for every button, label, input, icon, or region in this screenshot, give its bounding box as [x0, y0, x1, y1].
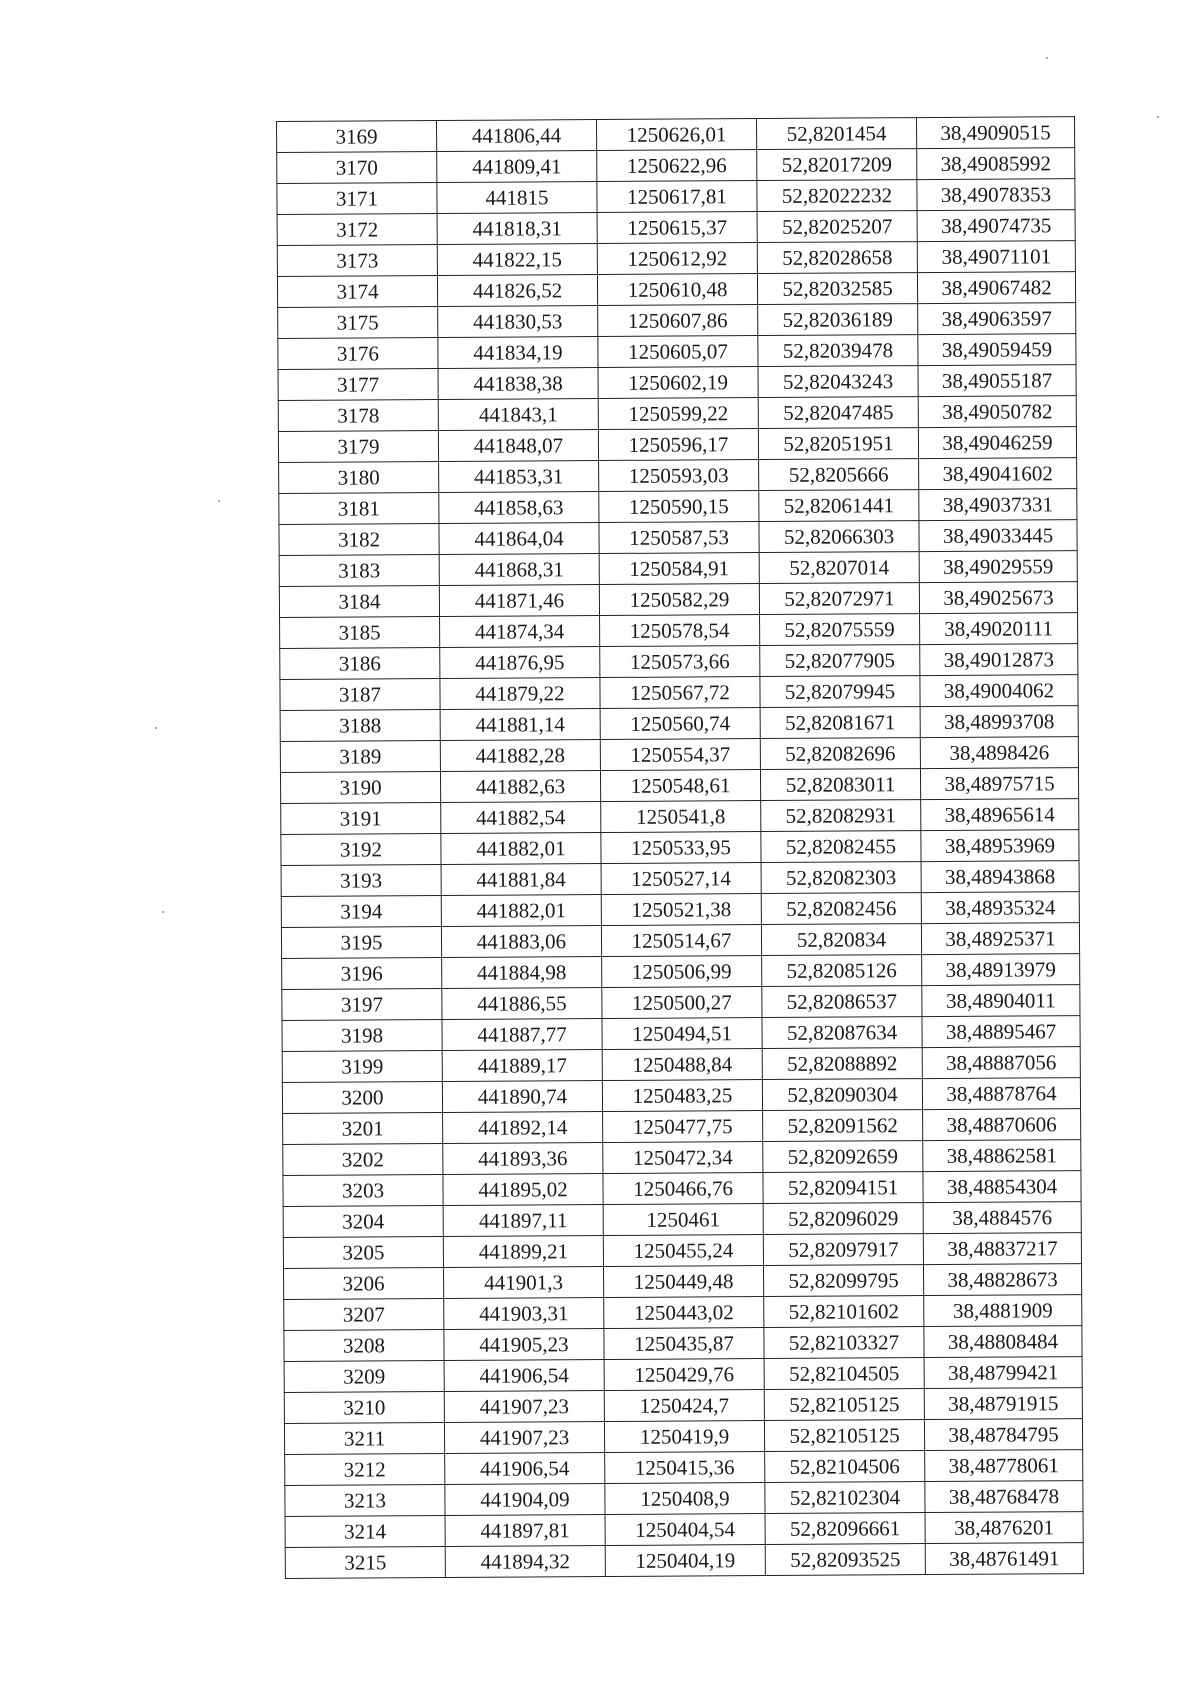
longitude-cell: 38,48808484: [924, 1326, 1082, 1358]
x-coordinate-cell: 441883,06: [441, 926, 601, 958]
latitude-cell: 52,82104506: [765, 1451, 925, 1483]
x-coordinate-cell: 441882,54: [441, 802, 601, 834]
table-row: [279, 551, 1077, 587]
x-coordinate-cell: 441904,09: [445, 1484, 605, 1516]
y-coordinate-cell: 1250408,9: [605, 1483, 765, 1515]
table-row: [277, 210, 1075, 246]
table-row: [283, 1140, 1081, 1176]
longitude-cell: 38,49012873: [920, 644, 1078, 676]
latitude-cell: 52,82082456: [761, 893, 921, 925]
table-row: [279, 489, 1077, 525]
point-number-cell: 3171: [277, 183, 437, 215]
x-coordinate-cell: 441874,34: [440, 616, 600, 648]
longitude-cell: 38,49050782: [918, 396, 1076, 428]
longitude-cell: 38,49033445: [919, 520, 1077, 552]
point-number-cell: 3204: [283, 1205, 443, 1237]
x-coordinate-cell: 441853,31: [439, 461, 599, 493]
x-coordinate-cell: 441822,15: [437, 244, 597, 276]
point-number-cell: 3197: [282, 989, 442, 1021]
y-coordinate-cell: 1250533,95: [601, 832, 761, 864]
coordinates-table: [276, 116, 1084, 1579]
longitude-cell: 38,48768478: [925, 1481, 1083, 1513]
longitude-cell: 38,48828673: [923, 1264, 1081, 1296]
y-coordinate-cell: 1250599,22: [598, 398, 758, 430]
table-row: [282, 1016, 1080, 1052]
x-coordinate-cell: 441903,31: [444, 1298, 604, 1330]
x-coordinate-cell: 441815: [437, 182, 597, 214]
table-row: [282, 1078, 1080, 1114]
table-row: [282, 954, 1080, 990]
table-row: [280, 613, 1078, 649]
longitude-cell: 38,48975715: [920, 768, 1078, 800]
x-coordinate-cell: 441897,81: [445, 1515, 605, 1547]
longitude-cell: 38,48895467: [922, 1016, 1080, 1048]
table-row: [278, 303, 1076, 339]
latitude-cell: 52,82086537: [762, 986, 922, 1018]
y-coordinate-cell: 1250605,07: [598, 336, 758, 368]
longitude-cell: 38,48913979: [922, 954, 1080, 986]
point-number-cell: 3174: [277, 276, 437, 308]
longitude-cell: 38,48799421: [924, 1357, 1082, 1389]
longitude-cell: 38,48887056: [922, 1047, 1080, 1079]
longitude-cell: 38,49046259: [918, 427, 1076, 459]
longitude-cell: 38,49029559: [919, 551, 1077, 583]
longitude-cell: 38,49037331: [919, 489, 1077, 521]
y-coordinate-cell: 1250587,53: [599, 522, 759, 554]
y-coordinate-cell: 1250541,8: [601, 801, 761, 833]
y-coordinate-cell: 1250483,25: [602, 1080, 762, 1112]
y-coordinate-cell: 1250602,19: [598, 367, 758, 399]
y-coordinate-cell: 1250424,7: [604, 1390, 764, 1422]
longitude-cell: 38,48791915: [924, 1388, 1082, 1420]
latitude-cell: 52,8205666: [759, 459, 919, 491]
point-number-cell: 3205: [283, 1236, 443, 1268]
point-number-cell: 3196: [282, 958, 442, 990]
point-number-cell: 3180: [279, 462, 439, 494]
point-number-cell: 3177: [278, 369, 438, 401]
point-number-cell: 3203: [283, 1174, 443, 1206]
latitude-cell: 52,82061441: [759, 490, 919, 522]
y-coordinate-cell: 1250626,01: [596, 119, 756, 151]
point-number-cell: 3188: [280, 710, 440, 742]
scan-speck: [218, 500, 220, 502]
longitude-cell: 38,49074735: [917, 210, 1075, 242]
y-coordinate-cell: 1250617,81: [597, 181, 757, 213]
longitude-cell: 38,48778061: [925, 1450, 1083, 1482]
point-number-cell: 3172: [277, 214, 437, 246]
longitude-cell: 38,49059459: [918, 334, 1076, 366]
latitude-cell: 52,82088892: [762, 1048, 922, 1080]
table-row: [284, 1264, 1082, 1300]
x-coordinate-cell: 441871,46: [439, 585, 599, 617]
y-coordinate-cell: 1250612,92: [597, 243, 757, 275]
latitude-cell: 52,82028658: [757, 242, 917, 274]
point-number-cell: 3198: [282, 1020, 442, 1052]
x-coordinate-cell: 441892,14: [443, 1112, 603, 1144]
longitude-cell: 38,48925371: [921, 923, 1079, 955]
y-coordinate-cell: 1250615,37: [597, 212, 757, 244]
point-number-cell: 3184: [279, 586, 439, 618]
latitude-cell: 52,82082303: [761, 862, 921, 894]
x-coordinate-cell: 441881,14: [440, 709, 600, 741]
table-row: [283, 1202, 1081, 1238]
longitude-cell: 38,48878764: [922, 1078, 1080, 1110]
longitude-cell: 38,49041602: [919, 458, 1077, 490]
table-row: [278, 396, 1076, 432]
latitude-cell: 52,82051951: [758, 428, 918, 460]
longitude-cell: 38,48965614: [921, 799, 1079, 831]
table-row: [278, 365, 1076, 401]
table-row: [285, 1512, 1083, 1548]
x-coordinate-cell: 441879,22: [440, 678, 600, 710]
point-number-cell: 3210: [284, 1391, 444, 1423]
y-coordinate-cell: 1250610,48: [597, 274, 757, 306]
latitude-cell: 52,820834: [761, 924, 921, 956]
x-coordinate-cell: 441889,17: [442, 1050, 602, 1082]
y-coordinate-cell: 1250404,19: [605, 1545, 765, 1577]
point-number-cell: 3202: [283, 1144, 443, 1176]
latitude-cell: 52,82077905: [760, 645, 920, 677]
latitude-cell: 52,82032585: [757, 273, 917, 305]
point-number-cell: 3178: [278, 400, 438, 432]
latitude-cell: 52,8207014: [759, 552, 919, 584]
longitude-cell: 38,49020111: [920, 613, 1078, 645]
longitude-cell: 38,4898426: [920, 737, 1078, 769]
point-number-cell: 3169: [277, 121, 437, 153]
point-number-cell: 3183: [279, 555, 439, 587]
point-number-cell: 3207: [284, 1298, 444, 1330]
x-coordinate-cell: 441838,38: [438, 368, 598, 400]
y-coordinate-cell: 1250494,51: [602, 1018, 762, 1050]
y-coordinate-cell: 1250415,36: [605, 1452, 765, 1484]
latitude-cell: 52,82102304: [765, 1482, 925, 1514]
longitude-cell: 38,4881909: [924, 1295, 1082, 1327]
latitude-cell: 52,82085126: [762, 955, 922, 987]
x-coordinate-cell: 441806,44: [437, 120, 597, 152]
x-coordinate-cell: 441886,55: [442, 988, 602, 1020]
latitude-cell: 52,82104505: [764, 1358, 924, 1390]
x-coordinate-cell: 441843,1: [438, 399, 598, 431]
latitude-cell: 52,82105125: [764, 1389, 924, 1421]
y-coordinate-cell: 1250435,87: [604, 1328, 764, 1360]
point-number-cell: 3212: [285, 1453, 445, 1485]
point-number-cell: 3201: [283, 1113, 443, 1145]
table-row: [277, 272, 1075, 308]
table-row: [281, 923, 1079, 959]
y-coordinate-cell: 1250477,75: [603, 1111, 763, 1143]
table-row: [284, 1357, 1082, 1393]
latitude-cell: 52,82103327: [764, 1327, 924, 1359]
longitude-cell: 38,49071101: [917, 241, 1075, 273]
table-row: [277, 179, 1075, 215]
table-row: [279, 520, 1077, 556]
x-coordinate-cell: 441907,23: [444, 1391, 604, 1423]
latitude-cell: 52,82083011: [760, 769, 920, 801]
y-coordinate-cell: 1250607,86: [598, 305, 758, 337]
point-number-cell: 3209: [284, 1360, 444, 1392]
point-number-cell: 3170: [277, 152, 437, 184]
x-coordinate-cell: 441809,41: [437, 151, 597, 183]
point-number-cell: 3211: [284, 1422, 444, 1454]
latitude-cell: 52,82047485: [758, 397, 918, 429]
latitude-cell: 52,82096661: [765, 1513, 925, 1545]
y-coordinate-cell: 1250429,76: [604, 1359, 764, 1391]
x-coordinate-cell: 441834,19: [438, 337, 598, 369]
y-coordinate-cell: 1250521,38: [601, 894, 761, 926]
x-coordinate-cell: 441826,52: [437, 275, 597, 307]
x-coordinate-cell: 441906,54: [444, 1360, 604, 1392]
table-row: [280, 768, 1078, 804]
x-coordinate-cell: 441901,3: [444, 1267, 604, 1299]
table-row: [285, 1543, 1083, 1579]
table-row: [280, 675, 1078, 711]
table-row: [282, 1047, 1080, 1083]
table-row: [279, 458, 1077, 494]
x-coordinate-cell: 441894,32: [445, 1546, 605, 1578]
x-coordinate-cell: 441868,31: [439, 554, 599, 586]
table-row: [283, 1171, 1081, 1207]
table-row: [283, 1109, 1081, 1145]
x-coordinate-cell: 441884,98: [442, 957, 602, 989]
latitude-cell: 52,82075559: [760, 614, 920, 646]
y-coordinate-cell: 1250582,29: [599, 584, 759, 616]
y-coordinate-cell: 1250578,54: [600, 615, 760, 647]
scan-speck: [155, 727, 157, 729]
latitude-cell: 52,82092659: [763, 1141, 923, 1173]
scan-speck: [1046, 57, 1048, 59]
latitude-cell: 52,82093525: [765, 1544, 925, 1576]
longitude-cell: 38,49090515: [916, 117, 1074, 149]
latitude-cell: 52,82022232: [757, 180, 917, 212]
x-coordinate-cell: 441864,04: [439, 523, 599, 555]
x-coordinate-cell: 441876,95: [440, 647, 600, 679]
longitude-cell: 38,48870606: [923, 1109, 1081, 1141]
table-row: [284, 1326, 1082, 1362]
y-coordinate-cell: 1250596,17: [598, 429, 758, 461]
x-coordinate-cell: 441906,54: [445, 1453, 605, 1485]
x-coordinate-cell: 441882,01: [441, 895, 601, 927]
longitude-cell: 38,49067482: [917, 272, 1075, 304]
point-number-cell: 3206: [284, 1267, 444, 1299]
point-number-cell: 3175: [278, 307, 438, 339]
y-coordinate-cell: 1250449,48: [604, 1266, 764, 1298]
point-number-cell: 3213: [285, 1484, 445, 1516]
y-coordinate-cell: 1250466,76: [603, 1173, 763, 1205]
y-coordinate-cell: 1250584,91: [599, 553, 759, 585]
latitude-cell: 52,82090304: [762, 1079, 922, 1111]
x-coordinate-cell: 441848,07: [438, 430, 598, 462]
longitude-cell: 38,49055187: [918, 365, 1076, 397]
y-coordinate-cell: 1250404,54: [605, 1514, 765, 1546]
point-number-cell: 3187: [280, 679, 440, 711]
longitude-cell: 38,49063597: [918, 303, 1076, 335]
y-coordinate-cell: 1250443,02: [604, 1297, 764, 1329]
longitude-cell: 38,48784795: [924, 1419, 1082, 1451]
point-number-cell: 3214: [285, 1515, 445, 1547]
point-number-cell: 3185: [280, 617, 440, 649]
longitude-cell: 38,4876201: [925, 1512, 1083, 1544]
coordinates-table-body: [277, 117, 1084, 1579]
scan-speck: [1157, 116, 1159, 118]
y-coordinate-cell: 1250488,84: [602, 1049, 762, 1081]
y-coordinate-cell: 1250461: [603, 1204, 763, 1236]
y-coordinate-cell: 1250573,66: [600, 646, 760, 678]
point-number-cell: 3191: [281, 803, 441, 835]
y-coordinate-cell: 1250455,24: [603, 1235, 763, 1267]
y-coordinate-cell: 1250506,99: [602, 956, 762, 988]
latitude-cell: 52,82087634: [762, 1017, 922, 1049]
longitude-cell: 38,49078353: [917, 179, 1075, 211]
latitude-cell: 52,82025207: [757, 211, 917, 243]
table-row: [279, 582, 1077, 618]
x-coordinate-cell: 441907,23: [444, 1422, 604, 1454]
y-coordinate-cell: 1250514,67: [601, 925, 761, 957]
longitude-cell: 38,49085992: [917, 148, 1075, 180]
point-number-cell: 3181: [279, 493, 439, 525]
longitude-cell: 38,48943868: [921, 861, 1079, 893]
longitude-cell: 38,48837217: [923, 1233, 1081, 1265]
latitude-cell: 52,82101602: [764, 1296, 924, 1328]
longitude-cell: 38,48761491: [925, 1543, 1083, 1575]
longitude-cell: 38,48854304: [923, 1171, 1081, 1203]
x-coordinate-cell: 441858,63: [439, 492, 599, 524]
table-row: [284, 1295, 1082, 1331]
y-coordinate-cell: 1250590,15: [599, 491, 759, 523]
latitude-cell: 52,82094151: [763, 1172, 923, 1204]
table-row: [277, 241, 1075, 277]
latitude-cell: 52,82082931: [761, 800, 921, 832]
longitude-cell: 38,49004062: [920, 675, 1078, 707]
latitude-cell: 52,82105125: [764, 1420, 924, 1452]
x-coordinate-cell: 441899,21: [443, 1236, 603, 1268]
latitude-cell: 52,82082696: [760, 738, 920, 770]
point-number-cell: 3176: [278, 338, 438, 370]
table-row: [280, 737, 1078, 773]
longitude-cell: 38,48935324: [921, 892, 1079, 924]
point-number-cell: 3186: [280, 648, 440, 680]
point-number-cell: 3193: [281, 865, 441, 897]
x-coordinate-cell: 441890,74: [442, 1081, 602, 1113]
point-number-cell: 3179: [278, 431, 438, 463]
x-coordinate-cell: 441895,02: [443, 1174, 603, 1206]
latitude-cell: 52,82099795: [764, 1265, 924, 1297]
scan-speck: [162, 911, 164, 913]
table-row: [284, 1388, 1082, 1424]
table-row: [281, 892, 1079, 928]
point-number-cell: 3182: [279, 524, 439, 556]
x-coordinate-cell: 441818,31: [437, 213, 597, 245]
table-row: [278, 427, 1076, 463]
latitude-cell: 52,8201454: [756, 118, 916, 150]
x-coordinate-cell: 441887,77: [442, 1019, 602, 1051]
latitude-cell: 52,82091562: [763, 1110, 923, 1142]
latitude-cell: 52,82043243: [758, 366, 918, 398]
table-row: [285, 1481, 1083, 1517]
y-coordinate-cell: 1250527,14: [601, 863, 761, 895]
y-coordinate-cell: 1250560,74: [600, 708, 760, 740]
y-coordinate-cell: 1250472,34: [603, 1142, 763, 1174]
table-row: [284, 1419, 1082, 1455]
longitude-cell: 38,49025673: [919, 582, 1077, 614]
point-number-cell: 3208: [284, 1329, 444, 1361]
longitude-cell: 38,4884576: [923, 1202, 1081, 1234]
y-coordinate-cell: 1250622,96: [597, 150, 757, 182]
table-row: [281, 799, 1079, 835]
point-number-cell: 3200: [282, 1082, 442, 1114]
x-coordinate-cell: 441882,28: [440, 740, 600, 772]
latitude-cell: 52,82039478: [758, 335, 918, 367]
x-coordinate-cell: 441897,11: [443, 1205, 603, 1237]
latitude-cell: 52,82097917: [763, 1234, 923, 1266]
latitude-cell: 52,82072971: [759, 583, 919, 615]
table-row: [282, 985, 1080, 1021]
y-coordinate-cell: 1250593,03: [599, 460, 759, 492]
y-coordinate-cell: 1250567,72: [600, 677, 760, 709]
x-coordinate-cell: 441882,01: [441, 833, 601, 865]
x-coordinate-cell: 441882,63: [440, 771, 600, 803]
table-row: [280, 706, 1078, 742]
y-coordinate-cell: 1250554,37: [600, 739, 760, 771]
latitude-cell: 52,82081671: [760, 707, 920, 739]
latitude-cell: 52,82036189: [758, 304, 918, 336]
longitude-cell: 38,48993708: [920, 706, 1078, 738]
point-number-cell: 3194: [281, 896, 441, 928]
table-row: [281, 830, 1079, 866]
table-row: [281, 861, 1079, 897]
point-number-cell: 3189: [280, 741, 440, 773]
table-row: [280, 644, 1078, 680]
latitude-cell: 52,82082455: [761, 831, 921, 863]
y-coordinate-cell: 1250419,9: [604, 1421, 764, 1453]
latitude-cell: 52,82079945: [760, 676, 920, 708]
table-row: [278, 334, 1076, 370]
x-coordinate-cell: 441905,23: [444, 1329, 604, 1361]
table-row: [283, 1233, 1081, 1269]
point-number-cell: 3190: [280, 772, 440, 804]
table-row: [277, 117, 1075, 153]
table-row: [285, 1450, 1083, 1486]
point-number-cell: 3215: [285, 1546, 445, 1578]
point-number-cell: 3199: [282, 1051, 442, 1083]
latitude-cell: 52,82096029: [763, 1203, 923, 1235]
point-number-cell: 3192: [281, 834, 441, 866]
latitude-cell: 52,82066303: [759, 521, 919, 553]
point-number-cell: 3195: [281, 927, 441, 959]
point-number-cell: 3173: [277, 245, 437, 277]
longitude-cell: 38,48953969: [921, 830, 1079, 862]
y-coordinate-cell: 1250500,27: [602, 987, 762, 1019]
x-coordinate-cell: 441893,36: [443, 1143, 603, 1175]
table-row: [277, 148, 1075, 184]
y-coordinate-cell: 1250548,61: [600, 770, 760, 802]
latitude-cell: 52,82017209: [757, 149, 917, 181]
longitude-cell: 38,48862581: [923, 1140, 1081, 1172]
longitude-cell: 38,48904011: [922, 985, 1080, 1017]
x-coordinate-cell: 441830,53: [438, 306, 598, 338]
x-coordinate-cell: 441881,84: [441, 864, 601, 896]
